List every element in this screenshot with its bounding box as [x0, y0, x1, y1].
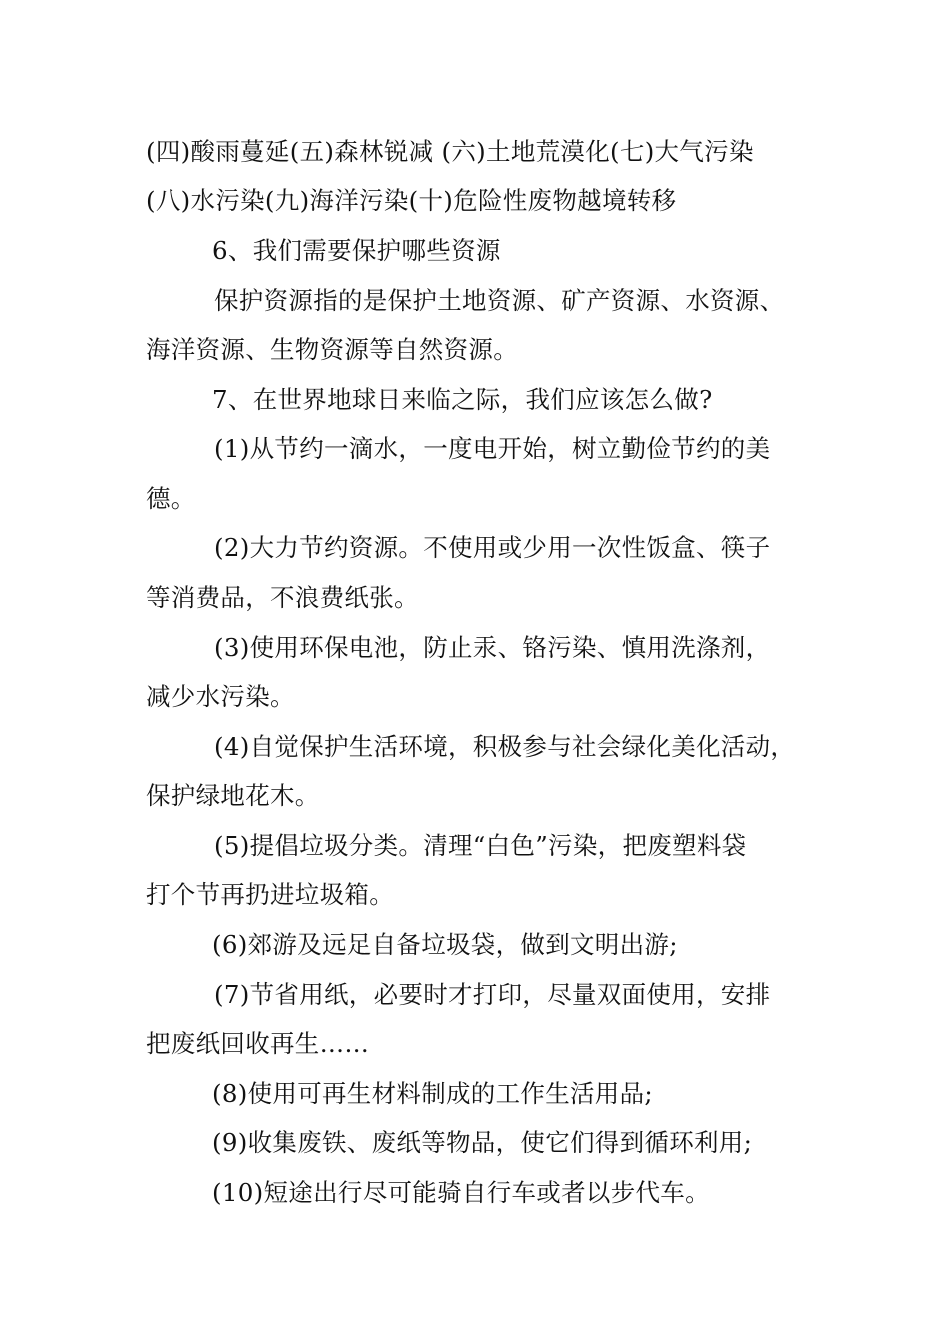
item-6-line-1: (6)郊游及远足自备垃圾袋，做到文明出游;: [212, 930, 678, 959]
item-3-line-2: 减少水污染。: [146, 682, 295, 711]
item-9-line-1: (9)收集废铁、废纸等物品，使它们得到循环利用;: [212, 1128, 753, 1157]
item-10-line-1: (10)短途出行尽可能骑自行车或者以步代车。: [212, 1178, 710, 1207]
item-1-line-2: 德。: [146, 484, 196, 513]
question-7-heading: 7、在世界地球日来临之际，我们应该怎么做?: [212, 385, 713, 414]
item-2-line-1: (2)大力节约资源。不使用或少用一次性饭盒、筷子: [214, 533, 771, 562]
answer-6-line-1: 保护资源指的是保护土地资源、矿产资源、水资源、: [214, 286, 785, 315]
item-2-line-2: 等消费品，不浪费纸张。: [146, 583, 419, 612]
text-line-problems-8-10: (八)水污染(九)海洋污染(十)危险性废物越境转移: [146, 186, 677, 215]
item-5-line-2: 打个节再扔进垃圾箱。: [146, 880, 394, 909]
item-4-line-1: (4)自觉保护生活环境，积极参与社会绿化美化活动，: [214, 732, 796, 761]
item-3-line-1: (3)使用环保电池，防止汞、铬污染、慎用洗涤剂，: [214, 633, 771, 662]
item-7-line-1: (7)节省用纸，必要时才打印，尽量双面使用，安排: [214, 980, 771, 1009]
item-4-line-2: 保护绿地花木。: [146, 781, 320, 810]
item-1-line-1: (1)从节约一滴水，一度电开始，树立勤俭节约的美: [214, 434, 771, 463]
item-8-line-1: (8)使用可再生材料制成的工作生活用品;: [212, 1079, 653, 1108]
answer-6-line-2: 海洋资源、生物资源等自然资源。: [146, 335, 518, 364]
question-6-heading: 6、我们需要保护哪些资源: [212, 236, 501, 265]
item-5-line-1: (5)提倡垃圾分类。清理“白色”污染，把废塑料袋: [214, 831, 747, 860]
item-7-line-2: 把废纸回收再生……: [146, 1029, 370, 1058]
text-line-problems-4-7: (四)酸雨蔓延(五)森林锐减 (六)土地荒漠化(七)大气污染: [146, 137, 754, 166]
